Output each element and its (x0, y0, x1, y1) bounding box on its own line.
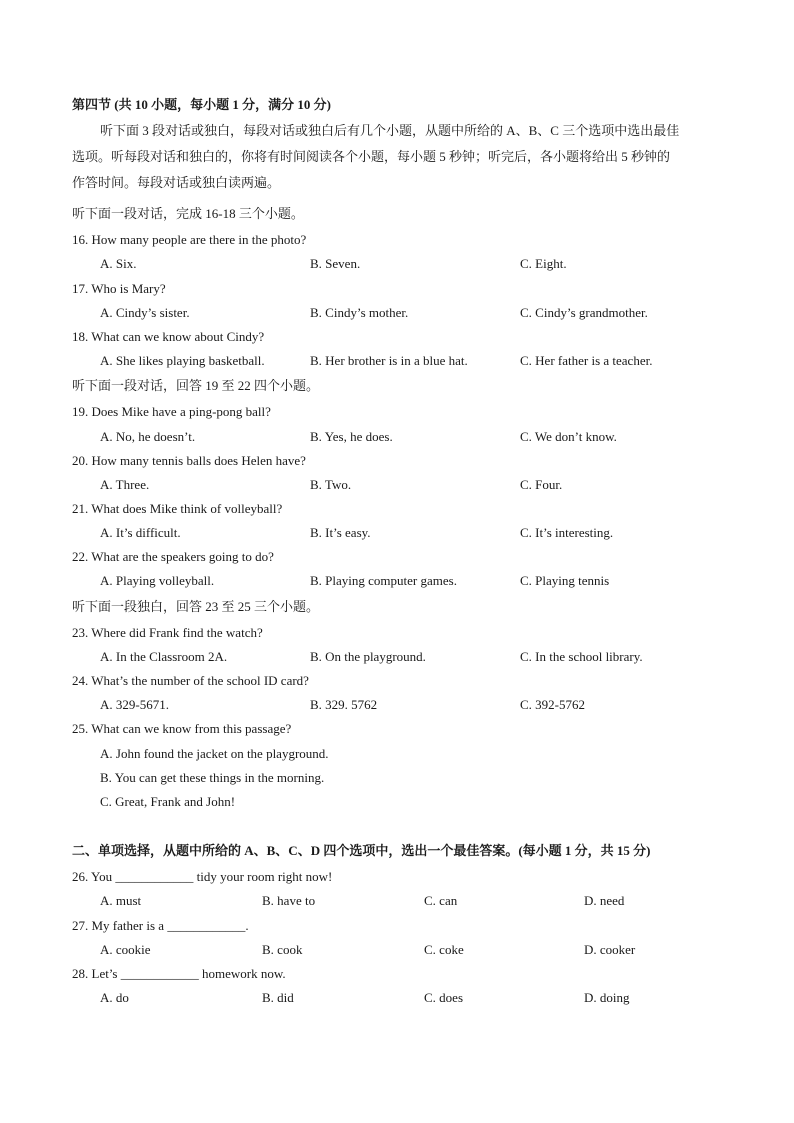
q28-stem-before: 28. Let’s (72, 966, 121, 981)
part2-heading: 二、单项选择，从题中所给的 A、B、C、D 四个选项中，选出一个最佳答案。(每小题 1 分，共 15 分) (72, 843, 651, 858)
question-25: 25. What can we know from this passage? (72, 721, 292, 736)
q26-blank: ____________ (115, 869, 194, 884)
q17-option-c: C. Cindy’s grandmother. (520, 305, 648, 320)
q28-option-a: A. do (100, 990, 129, 1005)
q21-option-b: B. It’s easy. (310, 525, 371, 540)
q19-option-b: B. Yes, he does. (310, 429, 393, 444)
question-22: 22. What are the speakers going to do? (72, 549, 274, 564)
question-26 (72, 868, 332, 886)
q19-option-a: A. No, he doesn’t. (100, 429, 196, 444)
q27-option-a: A. cookie (100, 942, 151, 957)
q26-option-c: C. can (424, 893, 458, 908)
q24-option-b: B. 329. 5762 (310, 697, 378, 712)
instruction-line-2: 选项。听每段对话和独白的，你将有时间阅读各个小题，每小题 5 秒钟；听完后，各小题将给出 5 秒钟的 (72, 149, 671, 164)
q28-stem-after: homework now. (198, 966, 286, 981)
section4-instructions (72, 118, 724, 196)
q20-option-a: A. Three. (100, 477, 150, 492)
q27-option-b: B. cook (262, 942, 303, 957)
instruction-line-3: 作答时间。每段对话或独白读两遍。 (72, 175, 281, 190)
q27-stem-before: 27. My father is a (72, 918, 168, 933)
q20-option-c: C. Four. (520, 477, 563, 492)
q25-option-b: B. You can get these things in the morning. (100, 770, 325, 785)
question-19: 19. Does Mike have a ping-pong ball? (72, 404, 271, 419)
q25-option-a: A. John found the jacket on the playground. (100, 746, 329, 761)
q24-option-c: C. 392-5762 (520, 697, 585, 712)
q28-blank: ____________ (120, 966, 199, 981)
q26-option-a: A. must (100, 893, 142, 908)
q20-option-b: B. Two. (310, 477, 352, 492)
q25-option-c: C. Great, Frank and John! (100, 794, 236, 809)
question-23: 23. Where did Frank find the watch? (72, 625, 263, 640)
q17-option-a: A. Cindy’s sister. (100, 305, 190, 320)
group2-intro: 听下面一段对话，回答 19 至 22 四个小题。 (72, 378, 320, 393)
question-17: 17. Who is Mary? (72, 281, 166, 296)
q16-option-c: C. Eight. (520, 256, 567, 271)
q27-option-d: D. cooker (584, 942, 636, 957)
question-20: 20. How many tennis balls does Helen have? (72, 453, 306, 468)
q23-option-c: C. In the school library. (520, 649, 643, 664)
q16-option-b: B. Seven. (310, 256, 361, 271)
section4-heading: 第四节 (共 10 小题，每小题 1 分，满分 10 分) (72, 97, 331, 112)
q21-option-a: A. It’s difficult. (100, 525, 181, 540)
q28-option-c: C. does (424, 990, 463, 1005)
q18-option-b: B. Her brother is in a blue hat. (310, 353, 468, 368)
instruction-line-1: 听下面 3 段对话或独白，每段对话或独白后有几个小题，从题中所给的 A、B、C 三个选项中选出最佳 (100, 123, 680, 138)
q27-stem-after: . (245, 918, 249, 933)
q23-option-a: A. In the Classroom 2A. (100, 649, 228, 664)
q28-option-b: B. did (262, 990, 294, 1005)
q28-option-d: D. doing (584, 990, 630, 1005)
question-28 (72, 965, 286, 983)
q26-option-b: B. have to (262, 893, 316, 908)
question-16: 16. How many people are there in the photo? (72, 232, 307, 247)
q22-option-c: C. Playing tennis (520, 573, 610, 588)
q18-option-a: A. She likes playing basketball. (100, 353, 265, 368)
q26-option-d: D. need (584, 893, 625, 908)
q27-blank: ____________ (167, 918, 246, 933)
q26-stem-after: tidy your room right now! (193, 869, 333, 884)
q19-option-c: C. We don’t know. (520, 429, 617, 444)
question-21: 21. What does Mike think of volleyball? (72, 501, 283, 516)
q22-option-b: B. Playing computer games. (310, 573, 457, 588)
q17-option-b: B. Cindy’s mother. (310, 305, 409, 320)
question-24: 24. What’s the number of the school ID card? (72, 673, 309, 688)
q22-option-a: A. Playing volleyball. (100, 573, 215, 588)
q18-option-c: C. Her father is a teacher. (520, 353, 653, 368)
q16-option-a: A. Six. (100, 256, 137, 271)
group3-intro: 听下面一段独白，回答 23 至 25 三个小题。 (72, 599, 320, 614)
q21-option-c: C. It’s interesting. (520, 525, 614, 540)
q23-option-b: B. On the playground. (310, 649, 426, 664)
question-27 (72, 917, 249, 935)
q27-option-c: C. coke (424, 942, 464, 957)
question-18: 18. What can we know about Cindy? (72, 329, 265, 344)
q24-option-a: A. 329-5671. (100, 697, 169, 712)
group1-intro: 听下面一段对话，完成 16-18 三个小题。 (72, 206, 304, 221)
q26-stem-before: 26. You (72, 869, 116, 884)
